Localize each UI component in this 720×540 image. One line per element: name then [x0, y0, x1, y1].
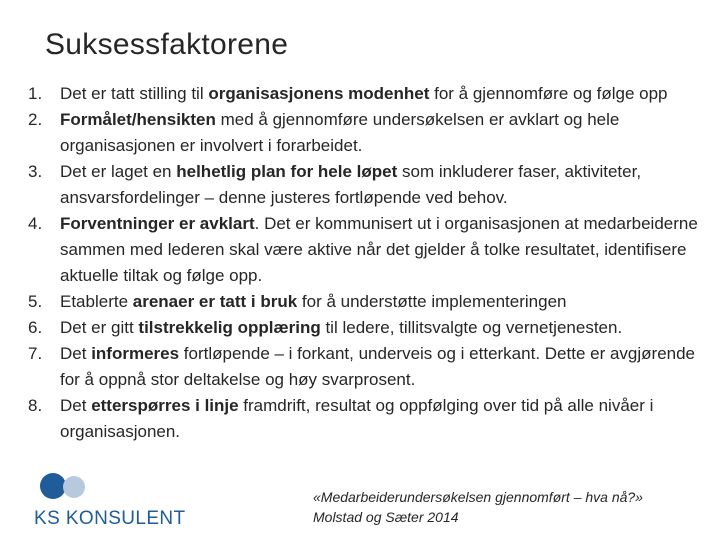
list-item-text: [58, 211, 715, 289]
list-item-number: 4.: [28, 214, 43, 233]
emphasis-text: organisasjonens modenhet: [208, 84, 430, 103]
list-item-text: [58, 107, 715, 159]
body-text: til ledere, tillitsvalgte og vernetjenesten.: [320, 318, 623, 337]
emphasis-text: arenaer er tatt i bruk: [132, 292, 298, 311]
list-item: [20, 315, 715, 341]
list-item-number: 8.: [28, 396, 43, 415]
list-item-text: [58, 315, 715, 341]
list-item: [20, 211, 715, 289]
list-item-number: 5.: [28, 292, 43, 311]
citation: [313, 487, 643, 527]
list-item-text: [58, 341, 715, 393]
list-item-number: 3.: [28, 162, 43, 181]
list-item: [20, 159, 715, 211]
emphasis-text: Forventninger er avklart: [60, 214, 255, 233]
body-text: som inkluderer faser, aktiviteter, ansvarsfordelinger – denne justeres fortløpende ved behov.: [60, 162, 642, 207]
list-item: [20, 289, 715, 315]
list-item-number: 6.: [28, 318, 43, 337]
citation-title: «Medarbeiderundersøkelsen gjennomført – hva nå?»: [313, 489, 643, 505]
body-text: for å gjennomføre og følge opp: [429, 84, 668, 103]
citation-authors: Molstad og Sæter 2014: [313, 509, 459, 525]
body-text: fortløpende – i forkant, underveis og i etterkant. Dette er avgjørende for å oppnå stor deltakelse og høy svarprosent.: [60, 344, 696, 389]
emphasis-text: helhetlig plan for hele løpet: [176, 162, 398, 181]
body-text: Det: [60, 344, 92, 363]
list-item-text: [58, 159, 715, 211]
emphasis-text: informeres: [91, 344, 180, 363]
body-text: . Det er kommunisert ut i organisasjonen at medarbeiderne sammen med lederen skal være aktive når det gjelder å tolke resultatet, identifisere aktuelle tiltak og følge opp.: [60, 214, 698, 285]
logo-text: KS KONSULENT: [34, 508, 186, 529]
logo-dark-circle: [40, 473, 66, 499]
emphasis-text: tilstrekkelig opplæring: [138, 318, 321, 337]
list-item: [20, 341, 715, 393]
list-item: [20, 107, 715, 159]
slide-title: Suksessfaktorene: [45, 28, 289, 61]
list-item-number: 7.: [28, 344, 43, 363]
logo-light-circle: [63, 476, 85, 498]
list-item-number: 2.: [28, 110, 43, 129]
emphasis-text: Formålet/hensikten: [60, 110, 216, 129]
body-text: for å understøtte implementeringen: [297, 292, 567, 311]
emphasis-text: etterspørres i linje: [91, 396, 239, 415]
body-text: Det er laget en: [60, 162, 177, 181]
list-item-text: [58, 289, 715, 315]
body-text: Etablerte: [60, 292, 133, 311]
body-text: Det er tatt stilling til: [60, 84, 209, 103]
list-item: [20, 81, 715, 107]
body-text: Det: [60, 396, 92, 415]
list-item-text: [58, 81, 715, 107]
list-item-text: [58, 393, 715, 445]
list-item-number: 1.: [28, 84, 43, 103]
list-item: [20, 393, 715, 445]
body-text: med å gjennomføre undersøkelsen er avklart og hele organisasjonen er involvert i forarbeidet.: [60, 110, 620, 155]
success-factor-list: [20, 81, 715, 445]
body-text: Det er gitt: [60, 318, 139, 337]
body-text: framdrift, resultat og oppfølging over tid på alle nivåer i organisasjonen.: [60, 396, 654, 441]
